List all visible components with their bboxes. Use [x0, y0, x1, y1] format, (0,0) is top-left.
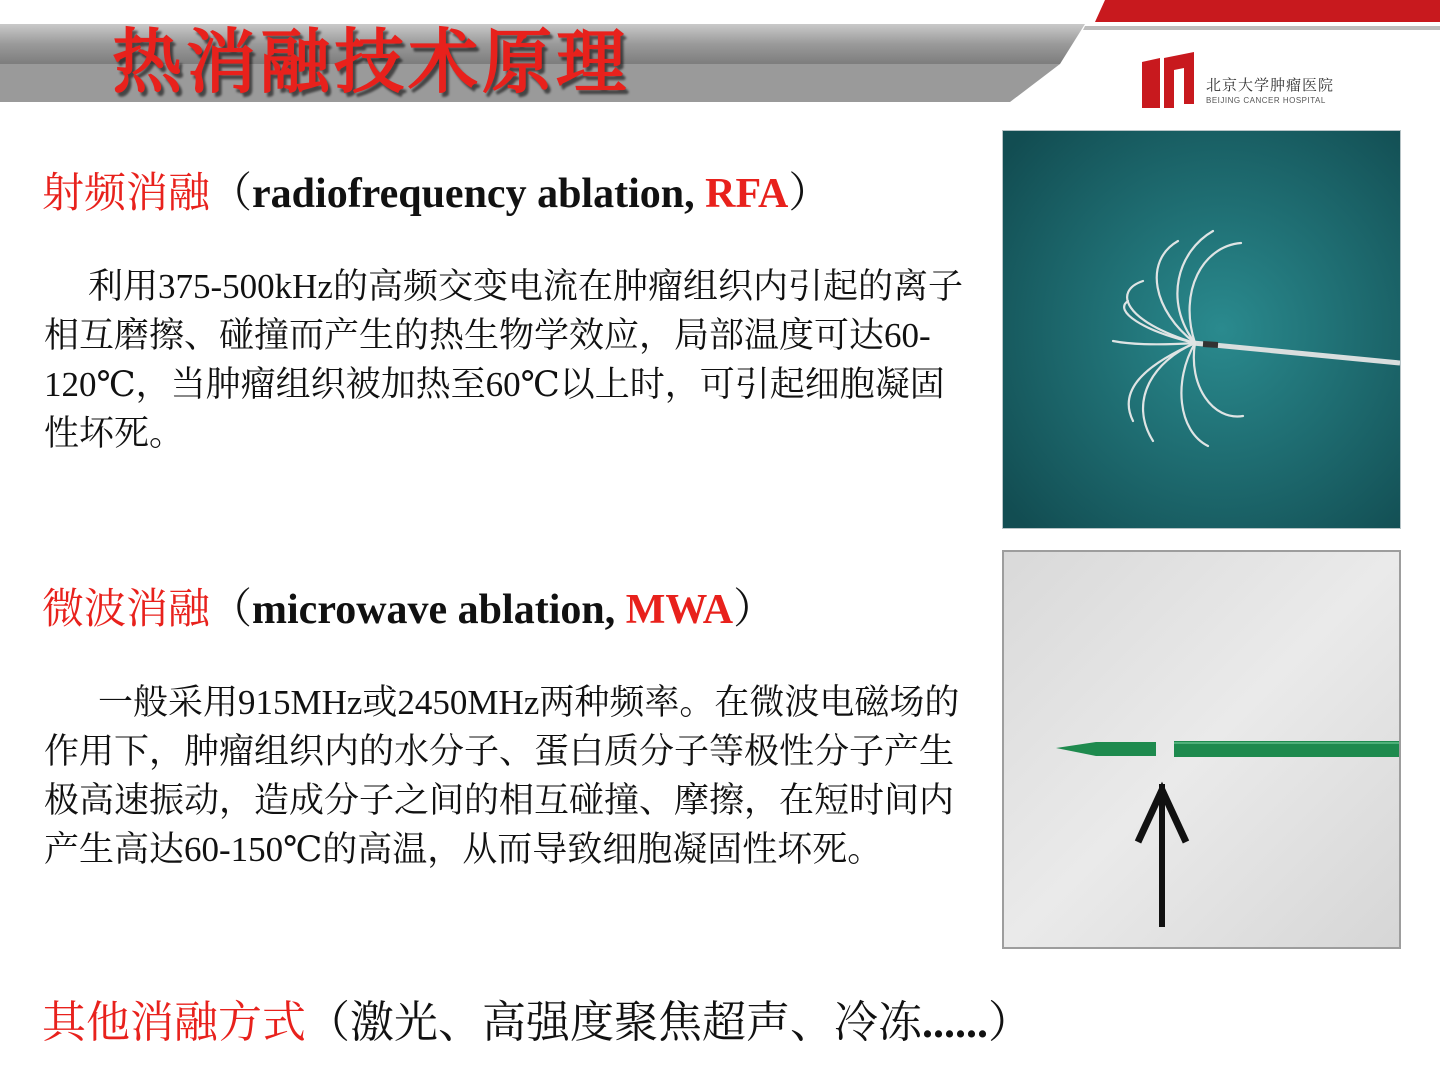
rfa-close-paren: ）	[788, 171, 831, 217]
mwa-abbr: MWA	[625, 587, 734, 633]
hospital-logo	[1140, 52, 1370, 112]
header-band	[0, 0, 1440, 110]
microwave-antenna-image	[1002, 550, 1401, 949]
other-dots: ......	[922, 998, 988, 1047]
mwa-heading	[42, 576, 775, 636]
mwa-open-paren: （	[210, 587, 253, 633]
mwa-antenna-illustration	[1004, 552, 1399, 947]
rfa-expandable-electrode-image	[1002, 130, 1401, 529]
rfa-heading-cn: 射频消融	[42, 168, 211, 217]
rfa-heading-en: radiofrequency ablation,	[252, 171, 706, 217]
logo-name-en: BEIJING CANCER HOSPITAL	[1206, 96, 1326, 105]
rfa-electrode-illustration	[1003, 131, 1400, 528]
logo-name-cn: 北京大学肿瘤医院	[1206, 76, 1335, 94]
other-body: （激光、高强度聚焦超声、冷冻	[306, 998, 922, 1047]
rfa-open-paren: （	[210, 171, 253, 217]
rfa-paragraph: 利用375-500kHz的高频交变电流在肿瘤组织内引起的离子相互磨擦、碰撞而产生的热生物学效应，局部温度可达60-120℃，当肿瘤组织被加热至60℃以上时，可引起细胞凝固性坏死。	[44, 267, 963, 453]
other-methods	[42, 986, 1032, 1050]
mwa-close-paren: ）	[733, 587, 776, 633]
other-close-paren: ）	[988, 998, 1032, 1047]
mwa-heading-cn: 微波消融	[42, 584, 211, 633]
page-title: 热消融技术原理	[112, 21, 630, 103]
rfa-abbr: RFA	[705, 171, 789, 217]
rfa-heading	[42, 160, 830, 220]
logo-mark-icon	[1140, 52, 1196, 110]
mwa-paragraph: 一般采用915MHz或2450MHz两种频率。在微波电磁场的作用下，肿瘤组织内的水分子、蛋白质分子等极性分子产生极高速振动，造成分子之间的相互碰撞、摩擦，在短时间内产生高达60-150℃的高温，从而导致细胞凝固性坏死。	[44, 683, 960, 869]
other-heading-cn: 其他消融方式	[42, 998, 306, 1047]
mwa-heading-en: microwave ablation,	[252, 587, 626, 633]
